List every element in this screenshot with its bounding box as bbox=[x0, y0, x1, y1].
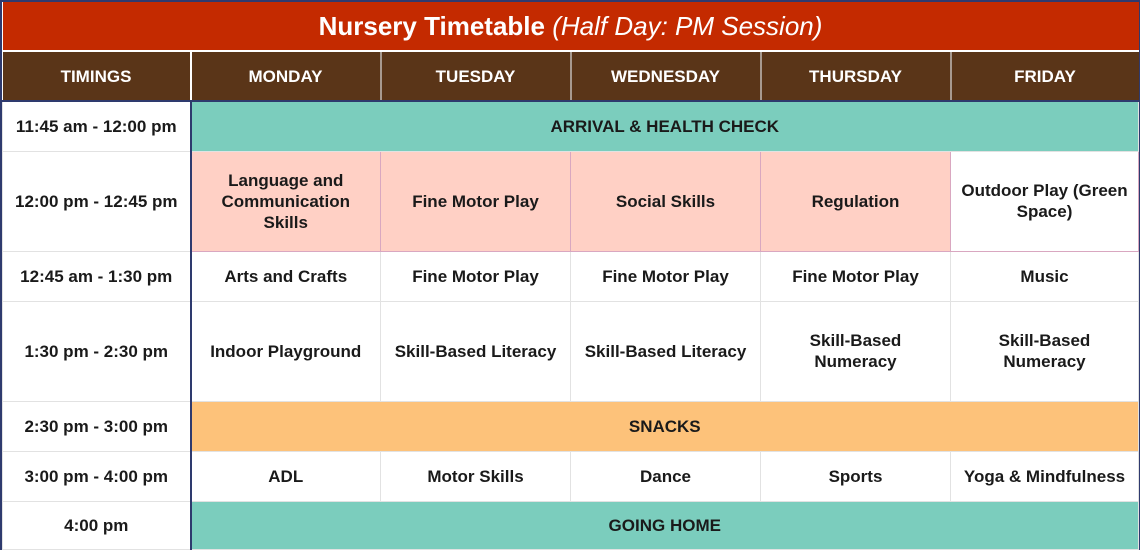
activity-cell: Skill-Based Literacy bbox=[571, 301, 761, 401]
table-row bbox=[3, 151, 1139, 251]
header-tuesday: TUESDAY bbox=[381, 51, 571, 101]
header-monday: MONDAY bbox=[191, 51, 381, 101]
span-cell: ARRIVAL & HEALTH CHECK bbox=[191, 101, 1139, 151]
activity-cell: Skill-Based Literacy bbox=[381, 301, 571, 401]
activity-cell: Sports bbox=[761, 451, 951, 501]
table-row bbox=[3, 101, 1139, 151]
activity-cell: Dance bbox=[571, 451, 761, 501]
activity-cell: Music bbox=[951, 251, 1139, 301]
table-row bbox=[3, 301, 1139, 401]
header-thursday: THURSDAY bbox=[761, 51, 951, 101]
activity-cell: Outdoor Play (Green Space) bbox=[951, 151, 1139, 251]
activity-cell: ADL bbox=[191, 451, 381, 501]
page-title bbox=[3, 2, 1139, 51]
header-timings: TIMINGS bbox=[3, 51, 191, 101]
time-cell: 12:00 pm - 12:45 pm bbox=[3, 151, 191, 251]
activity-cell: Yoga & Mindfulness bbox=[951, 451, 1139, 501]
title-subtitle: (Half Day: PM Session) bbox=[552, 10, 823, 41]
activity-cell: Skill-Based Numeracy bbox=[951, 301, 1139, 401]
time-cell: 12:45 am - 1:30 pm bbox=[3, 251, 191, 301]
table-row bbox=[3, 251, 1139, 301]
time-cell: 4:00 pm bbox=[3, 501, 191, 549]
header-wednesday: WEDNESDAY bbox=[571, 51, 761, 101]
time-cell: 11:45 am - 12:00 pm bbox=[3, 101, 191, 151]
table-row bbox=[3, 401, 1139, 451]
activity-cell: Fine Motor Play bbox=[571, 251, 761, 301]
activity-cell: Fine Motor Play bbox=[381, 151, 571, 251]
activity-cell: Arts and Crafts bbox=[191, 251, 381, 301]
table-row bbox=[3, 501, 1139, 549]
table-row bbox=[3, 451, 1139, 501]
activity-cell: Motor Skills bbox=[381, 451, 571, 501]
activity-cell: Social Skills bbox=[571, 151, 761, 251]
time-cell: 1:30 pm - 2:30 pm bbox=[3, 301, 191, 401]
time-cell: 3:00 pm - 4:00 pm bbox=[3, 451, 191, 501]
activity-cell: Language and Communication Skills bbox=[191, 151, 381, 251]
activity-cell: Fine Motor Play bbox=[761, 251, 951, 301]
timetable-table bbox=[2, 2, 1139, 550]
span-cell: GOING HOME bbox=[191, 501, 1139, 549]
activity-cell: Fine Motor Play bbox=[381, 251, 571, 301]
header-friday: FRIDAY bbox=[951, 51, 1139, 101]
activity-cell: Indoor Playground bbox=[191, 301, 381, 401]
time-cell: 2:30 pm - 3:00 pm bbox=[3, 401, 191, 451]
span-cell: SNACKS bbox=[191, 401, 1139, 451]
activity-cell: Regulation bbox=[761, 151, 951, 251]
title-main: Nursery Timetable bbox=[318, 10, 545, 41]
activity-cell: Skill-Based Numeracy bbox=[761, 301, 951, 401]
